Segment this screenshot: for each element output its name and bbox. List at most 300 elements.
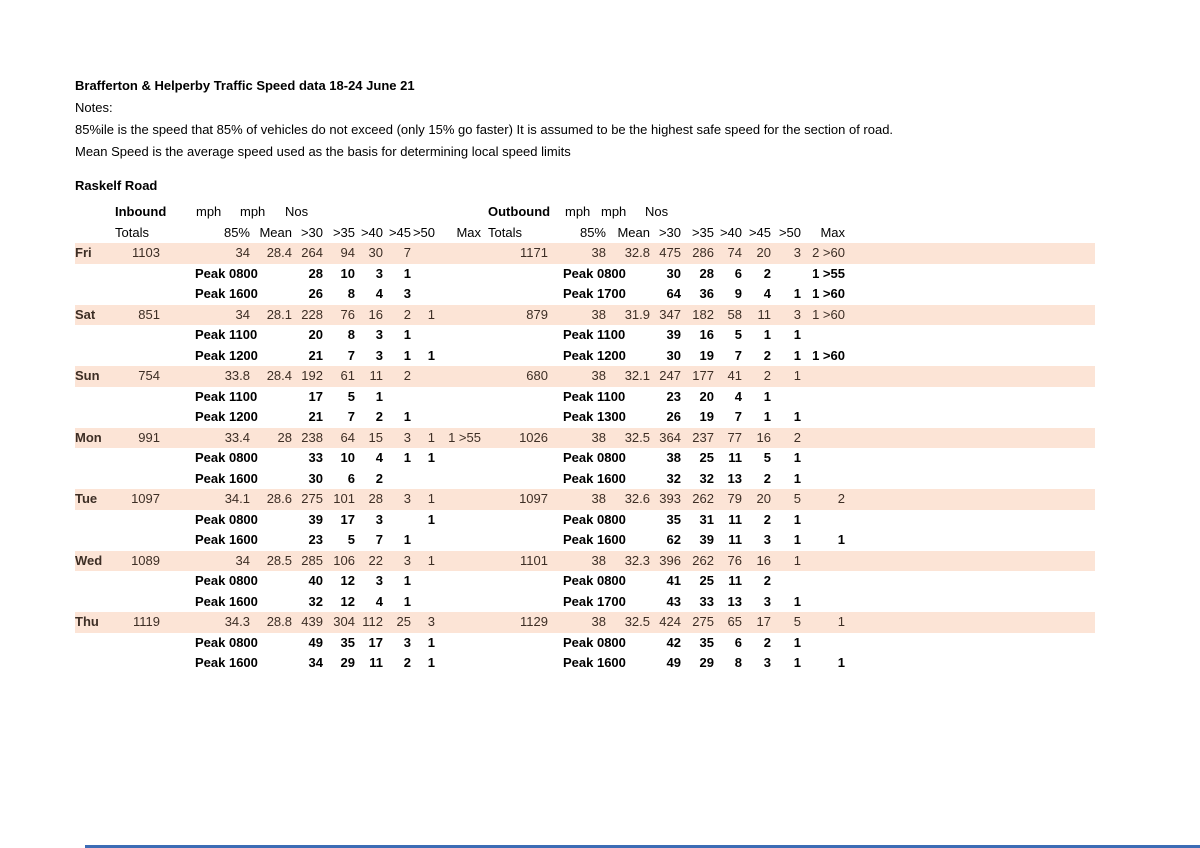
outbound-max: 1 (837, 532, 845, 547)
outbound-header: Outbound (488, 204, 551, 219)
inbound-gt50 (411, 366, 435, 387)
outbound-gt35: 33 (699, 593, 714, 609)
outbound-gt35: 32 (699, 470, 714, 486)
inbound-gt45: 2 (403, 306, 411, 322)
outbound-peak-label: Peak 0800 (563, 450, 626, 465)
outbound-gt30: 38 (666, 450, 681, 465)
inbound-gt35: 304 (333, 614, 355, 629)
day-label: Sun (75, 368, 100, 383)
outbound-85percentile: 38 (591, 306, 606, 322)
inbound-mph-header-1: mph (196, 204, 222, 219)
outbound-gt30: 30 (666, 265, 681, 281)
outbound-mph-header-2: mph (601, 204, 627, 219)
outbound-85percentile (548, 571, 606, 592)
outbound-max (801, 469, 845, 490)
outbound-gt35: 262 (692, 552, 714, 568)
inbound-gt35: 7 (347, 409, 355, 424)
inbound-gt45: 3 (403, 634, 411, 650)
outbound-mean (606, 264, 650, 285)
outbound-gt45: 3 (763, 655, 771, 670)
outbound-gt30: 39 (666, 327, 681, 342)
outbound-gt35: 39 (699, 532, 714, 547)
inbound-85-header: 85% (223, 225, 250, 240)
outbound-mph-header-1: mph (565, 204, 591, 219)
table-row (75, 243, 1095, 264)
outbound-85percentile (548, 448, 606, 469)
outbound-gt50: 1 (793, 368, 801, 383)
inbound-gt35: 7 (347, 347, 355, 363)
inbound-total (115, 448, 160, 469)
inbound-peak-label: Peak 1600 (195, 532, 258, 547)
inbound-85percentile (160, 407, 250, 428)
inbound-gt40: 1 (375, 388, 383, 404)
inbound-mean (250, 633, 292, 654)
outbound-totals-header: Totals (488, 225, 522, 240)
inbound-mean (250, 592, 292, 613)
outbound-mean: 32.1 (624, 368, 650, 383)
table-row (75, 489, 1095, 510)
outbound-85percentile (548, 653, 606, 674)
inbound-gt45 (383, 387, 411, 408)
outbound-max (801, 571, 845, 592)
outbound-total (488, 325, 548, 346)
page-title: Brafferton & Helperby Traffic Speed data 18-24 June 21 (75, 78, 415, 93)
inbound-max (435, 571, 483, 592)
inbound-gt45: 1 (403, 347, 411, 363)
table-row (75, 284, 1095, 305)
inbound-gt30: 28 (308, 265, 323, 281)
outbound-max (801, 366, 845, 387)
inbound-gt30: 49 (308, 634, 323, 650)
table-row (75, 530, 1095, 551)
outbound-gt40: 5 (734, 327, 742, 342)
outbound-max (801, 448, 845, 469)
outbound-gt50: 3 (793, 245, 801, 260)
outbound-gt40: 77 (727, 429, 742, 445)
outbound-max: 1 >60 (812, 286, 845, 301)
inbound-gt40: 2 (375, 470, 383, 486)
outbound-gt40: 11 (728, 532, 742, 547)
outbound-gt30: 30 (666, 347, 681, 363)
note-line-2: Mean Speed is the average speed used as the basis for determining local speed limits (75, 144, 571, 159)
inbound-gt40: 17 (368, 634, 383, 650)
outbound-gt45: 2 (763, 573, 771, 588)
inbound-85percentile: 34 (235, 245, 250, 260)
inbound-mean: 28.8 (266, 614, 292, 629)
outbound-gt50: 1 (793, 532, 801, 547)
outbound-gt50: 1 (793, 286, 801, 301)
inbound-gt50: 1 (427, 429, 435, 445)
outbound-max (801, 387, 845, 408)
inbound-85percentile: 34 (235, 552, 250, 568)
outbound-gt30: 364 (659, 429, 681, 445)
outbound-gt45: 2 (763, 347, 771, 363)
inbound-gt45 (383, 510, 411, 531)
outbound-gt30: 43 (666, 593, 681, 609)
inbound-max (435, 325, 483, 346)
inbound-85percentile (160, 571, 250, 592)
inbound-gt35: 12 (340, 573, 355, 588)
inbound-gt35: 5 (347, 388, 355, 404)
outbound-mean: 32.5 (624, 429, 650, 445)
outbound-gt35: 35 (699, 634, 714, 650)
table-row (75, 346, 1095, 367)
table-row (75, 653, 1095, 674)
inbound-mean (250, 346, 292, 367)
inbound-peak-label: Peak 1600 (195, 655, 258, 670)
outbound-total (488, 448, 548, 469)
outbound-gt35: 25 (699, 573, 714, 588)
inbound-gt35: 94 (340, 245, 355, 260)
inbound-gt35: 106 (333, 552, 355, 568)
inbound-mean (250, 284, 292, 305)
inbound-gt40: 28 (368, 491, 383, 506)
inbound-gt40: 3 (375, 573, 383, 588)
inbound-gt30: 30 (308, 470, 323, 486)
day-label (75, 653, 115, 674)
day-label (75, 448, 115, 469)
inbound-total (115, 264, 160, 285)
outbound-mean (606, 571, 650, 592)
outbound-gt30-header: >30 (658, 225, 681, 240)
inbound-peak-label: Peak 1600 (195, 470, 258, 486)
outbound-gt50 (771, 264, 801, 285)
inbound-peak-label: Peak 0800 (195, 265, 258, 281)
inbound-gt50 (411, 407, 435, 428)
inbound-mean (250, 530, 292, 551)
outbound-gt40: 11 (728, 511, 742, 527)
inbound-gt50: 1 (427, 634, 435, 650)
day-label (75, 469, 115, 490)
outbound-max: 1 (837, 614, 845, 629)
outbound-gt40: 13 (727, 593, 742, 609)
outbound-total (488, 510, 548, 531)
inbound-gt40: 4 (375, 450, 383, 465)
inbound-peak-label: Peak 1200 (195, 409, 258, 424)
outbound-peak-label: Peak 1700 (563, 593, 626, 609)
inbound-mean (250, 653, 292, 674)
inbound-gt40: 11 (369, 368, 383, 383)
outbound-max: 1 (837, 655, 845, 670)
inbound-gt35: 5 (347, 532, 355, 547)
outbound-85percentile (548, 284, 606, 305)
outbound-gt35: 262 (692, 491, 714, 506)
inbound-peak-label: Peak 1100 (195, 327, 258, 342)
outbound-gt50: 1 (793, 552, 801, 568)
inbound-gt50: 1 (427, 491, 435, 506)
inbound-total (115, 469, 160, 490)
outbound-gt30: 42 (666, 634, 681, 650)
outbound-gt50: 1 (793, 593, 801, 609)
outbound-gt50-header: >50 (778, 225, 801, 240)
outbound-gt50: 1 (793, 655, 801, 670)
outbound-gt45: 2 (763, 634, 771, 650)
outbound-gt35: 20 (699, 388, 714, 404)
inbound-max (435, 264, 483, 285)
outbound-total (488, 469, 548, 490)
outbound-gt45: 2 (763, 511, 771, 527)
inbound-gt30: 40 (308, 573, 323, 588)
outbound-nos-header: Nos (645, 204, 669, 219)
outbound-total (488, 284, 548, 305)
inbound-gt50: 3 (427, 614, 435, 629)
day-label: Fri (75, 245, 92, 260)
inbound-gt45: 3 (403, 429, 411, 445)
inbound-85percentile: 34 (235, 306, 250, 322)
inbound-max (435, 387, 483, 408)
outbound-gt50: 1 (793, 409, 801, 424)
inbound-gt45 (383, 469, 411, 490)
outbound-gt35-header: >35 (691, 225, 714, 240)
inbound-85percentile (160, 264, 250, 285)
inbound-gt40: 4 (375, 286, 383, 301)
outbound-mean (606, 407, 650, 428)
outbound-mean: 32.5 (624, 614, 650, 629)
inbound-gt40: 22 (368, 552, 383, 568)
outbound-max: 1 >55 (812, 265, 845, 281)
outbound-mean: 32.3 (624, 552, 650, 568)
outbound-gt35: 286 (692, 245, 714, 260)
inbound-gt50: 1 (427, 306, 435, 322)
outbound-gt35: 28 (699, 265, 714, 281)
outbound-gt40: 11 (728, 450, 742, 465)
inbound-max (435, 346, 483, 367)
outbound-gt40: 58 (727, 306, 742, 322)
outbound-total (488, 407, 548, 428)
inbound-total (115, 284, 160, 305)
traffic-table-body (75, 243, 1095, 674)
inbound-gt45: 1 (403, 593, 411, 609)
inbound-max (435, 551, 483, 572)
outbound-gt30: 26 (666, 409, 681, 424)
inbound-max (435, 633, 483, 654)
inbound-gt40: 112 (362, 614, 383, 629)
inbound-mean (250, 469, 292, 490)
inbound-max (435, 510, 483, 531)
inbound-peak-label: Peak 0800 (195, 450, 258, 465)
inbound-gt35: 17 (340, 511, 355, 527)
inbound-gt35: 29 (340, 655, 355, 670)
outbound-mean (606, 387, 650, 408)
inbound-max (435, 612, 483, 633)
inbound-gt35: 10 (340, 450, 355, 465)
inbound-gt30: 285 (301, 552, 323, 568)
outbound-gt45: 2 (763, 368, 771, 383)
inbound-gt45: 2 (403, 655, 411, 670)
outbound-gt40: 41 (727, 368, 742, 383)
outbound-gt50: 1 (793, 327, 801, 342)
inbound-gt45: 3 (403, 491, 411, 506)
inbound-peak-label: Peak 0800 (195, 573, 258, 588)
inbound-total (115, 407, 160, 428)
outbound-gt45: 16 (756, 552, 771, 568)
outbound-total: 1097 (519, 491, 548, 506)
inbound-gt40: 3 (375, 327, 383, 342)
inbound-totals-header: Totals (115, 225, 149, 240)
table-header-cols-row (75, 222, 1095, 243)
inbound-gt40: 2 (375, 409, 383, 424)
inbound-gt50 (411, 592, 435, 613)
inbound-gt45: 1 (403, 327, 411, 342)
outbound-gt40: 7 (734, 347, 742, 363)
inbound-gt30: 275 (301, 491, 323, 506)
outbound-max-header: Max (820, 225, 845, 240)
outbound-max (801, 551, 845, 572)
outbound-mean (606, 510, 650, 531)
outbound-gt45: 3 (763, 593, 771, 609)
inbound-nos-header: Nos (285, 204, 309, 219)
inbound-mean: 28.4 (266, 245, 292, 260)
inbound-85percentile (160, 346, 250, 367)
inbound-peak-label: Peak 0800 (195, 511, 258, 527)
outbound-max: 1 >60 (812, 347, 845, 363)
outbound-gt30: 41 (666, 573, 681, 588)
outbound-gt45: 1 (763, 409, 771, 424)
outbound-mean: 31.9 (624, 306, 650, 322)
inbound-gt30: 39 (308, 511, 323, 527)
outbound-peak-label: Peak 1100 (563, 388, 626, 404)
outbound-85percentile (548, 264, 606, 285)
outbound-gt30: 49 (666, 655, 681, 670)
inbound-gt50: 1 (427, 655, 435, 670)
outbound-max (801, 633, 845, 654)
inbound-gt30: 23 (308, 532, 323, 547)
outbound-gt35: 182 (692, 306, 714, 322)
inbound-max (435, 469, 483, 490)
outbound-gt45: 20 (756, 245, 771, 260)
inbound-gt30-header: >30 (300, 225, 323, 240)
outbound-gt30: 62 (666, 532, 681, 547)
inbound-max (435, 284, 483, 305)
outbound-max (801, 592, 845, 613)
inbound-max-header: Max (456, 225, 481, 240)
inbound-85percentile (160, 284, 250, 305)
inbound-gt35: 61 (340, 368, 355, 383)
outbound-mean (606, 284, 650, 305)
inbound-gt50-header: >50 (412, 225, 435, 240)
inbound-total (115, 653, 160, 674)
outbound-gt30: 247 (659, 368, 681, 383)
inbound-mean: 28.5 (266, 552, 292, 568)
inbound-gt40: 11 (369, 655, 383, 670)
inbound-gt30: 33 (308, 450, 323, 465)
outbound-peak-label: Peak 0800 (563, 634, 626, 650)
inbound-peak-label: Peak 1200 (195, 347, 258, 363)
outbound-gt30: 347 (659, 306, 681, 322)
note-line-1: 85%ile is the speed that 85% of vehicles do not exceed (only 15% go faster) It is assumed to be the highest safe speed for the section of road. (75, 122, 894, 137)
inbound-total: 754 (138, 368, 160, 383)
outbound-gt40: 4 (734, 388, 742, 404)
outbound-gt35: 36 (699, 286, 714, 301)
outbound-peak-label: Peak 0800 (563, 573, 626, 588)
inbound-gt45: 2 (403, 368, 411, 383)
inbound-gt50 (411, 387, 435, 408)
outbound-total (488, 346, 548, 367)
inbound-total (115, 510, 160, 531)
day-label: Wed (75, 552, 103, 568)
table-row (75, 387, 1095, 408)
inbound-gt50: 1 (427, 552, 435, 568)
outbound-total: 1129 (520, 614, 548, 629)
outbound-gt50: 5 (793, 491, 801, 506)
inbound-total: 851 (138, 306, 160, 322)
inbound-gt45: 1 (403, 532, 411, 547)
inbound-max (435, 448, 483, 469)
outbound-peak-label: Peak 1100 (563, 327, 626, 342)
outbound-gt30: 393 (659, 491, 681, 506)
inbound-total (115, 633, 160, 654)
outbound-85percentile (548, 407, 606, 428)
outbound-85percentile: 38 (591, 245, 606, 260)
inbound-total: 1089 (131, 552, 160, 568)
inbound-max (435, 489, 483, 510)
outbound-85percentile (548, 633, 606, 654)
outbound-total: 1101 (520, 552, 548, 568)
inbound-mean (250, 448, 292, 469)
inbound-max (435, 366, 483, 387)
outbound-mean (606, 633, 650, 654)
inbound-gt35: 8 (347, 286, 355, 301)
outbound-peak-label: Peak 0800 (563, 265, 626, 281)
outbound-total: 879 (526, 306, 548, 322)
inbound-gt50: 1 (427, 450, 435, 465)
inbound-gt45: 1 (403, 450, 411, 465)
outbound-gt45: 2 (763, 265, 771, 281)
outbound-gt45: 1 (763, 388, 771, 404)
table-row (75, 325, 1095, 346)
outbound-mean: 32.8 (624, 245, 650, 260)
outbound-gt30: 23 (666, 388, 681, 404)
inbound-gt40: 16 (368, 306, 383, 322)
outbound-gt50: 1 (793, 450, 801, 465)
inbound-peak-label: Peak 1600 (195, 593, 258, 609)
outbound-gt50: 3 (793, 306, 801, 322)
outbound-total (488, 633, 548, 654)
outbound-max (801, 510, 845, 531)
outbound-85percentile (548, 592, 606, 613)
outbound-gt40-header: >40 (719, 225, 742, 240)
outbound-max (801, 428, 845, 449)
inbound-max (435, 305, 483, 326)
inbound-gt35: 76 (340, 306, 355, 322)
outbound-gt50: 1 (793, 347, 801, 363)
outbound-total (488, 264, 548, 285)
outbound-total (488, 387, 548, 408)
inbound-gt30: 26 (308, 286, 323, 301)
inbound-mean (250, 510, 292, 531)
outbound-gt30: 475 (659, 245, 681, 260)
outbound-gt40: 76 (727, 552, 742, 568)
outbound-peak-label: Peak 1600 (563, 655, 626, 670)
outbound-85percentile (548, 387, 606, 408)
day-label (75, 264, 115, 285)
outbound-85percentile (548, 469, 606, 490)
day-label (75, 325, 115, 346)
outbound-gt35: 29 (699, 655, 714, 670)
inbound-mean: 28.1 (266, 306, 292, 322)
outbound-total: 1026 (519, 429, 548, 445)
day-label (75, 571, 115, 592)
table-row (75, 469, 1095, 490)
day-label: Tue (75, 491, 98, 506)
outbound-gt40: 6 (734, 634, 742, 650)
outbound-max (801, 325, 845, 346)
inbound-gt35: 10 (340, 265, 355, 281)
inbound-total: 1103 (132, 245, 160, 260)
notes-label: Notes: (75, 100, 113, 115)
inbound-gt30: 34 (308, 655, 323, 670)
inbound-total: 1119 (133, 614, 160, 629)
